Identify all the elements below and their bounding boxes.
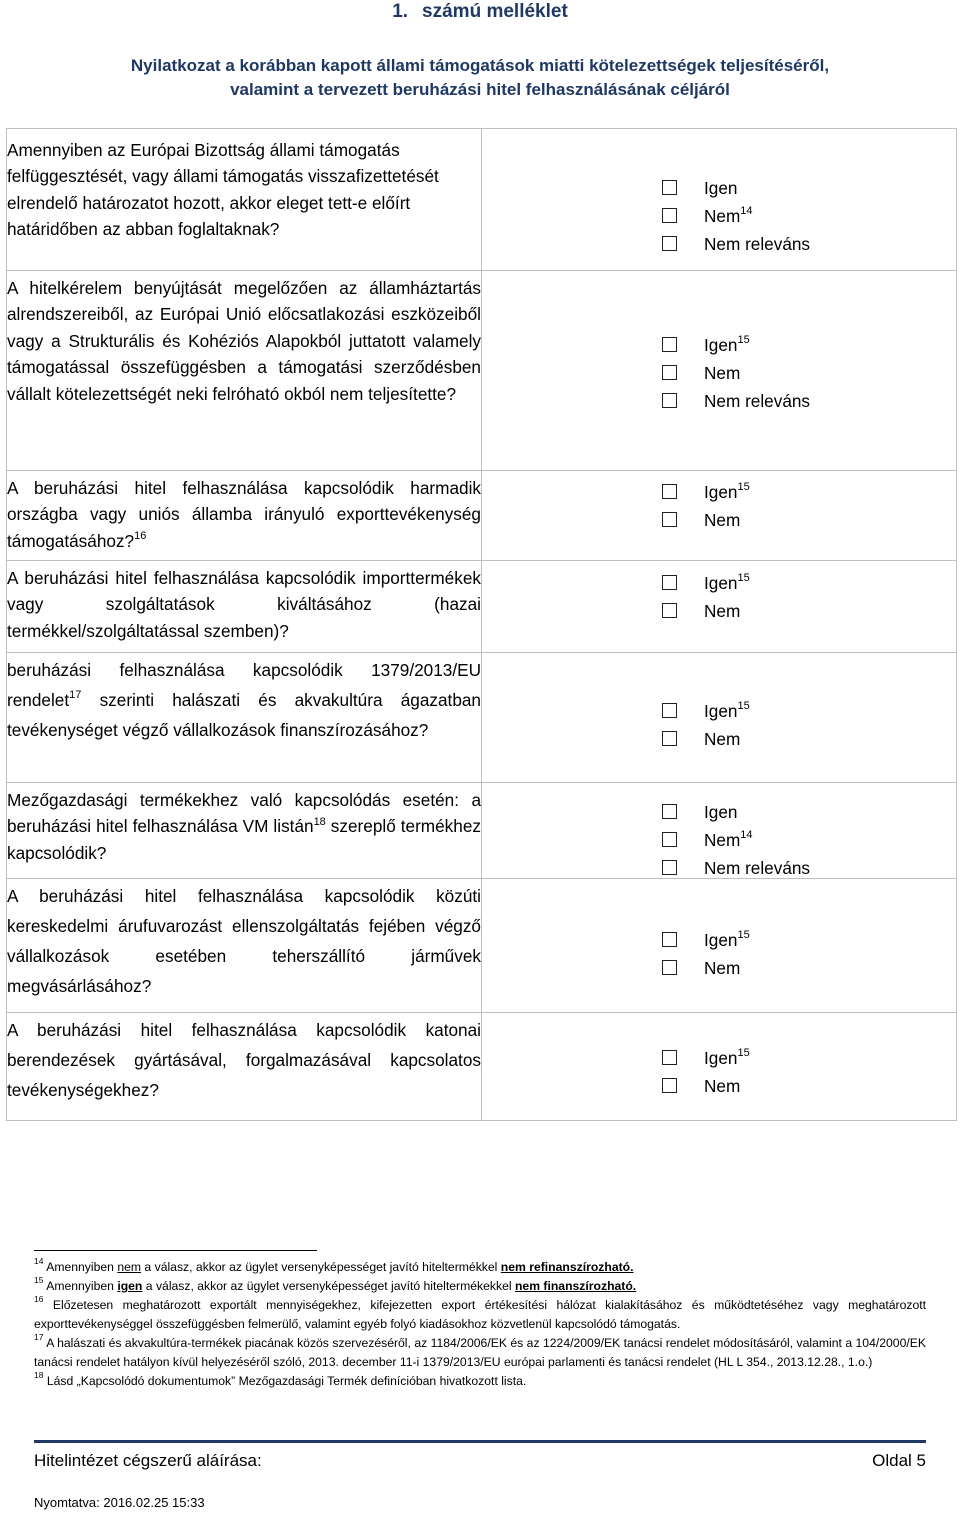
checkbox[interactable]: [662, 365, 677, 380]
footnote-separator: [34, 1250, 317, 1251]
question-text-rest: szerinti halászati és akvakultúra ágazatban tevékenységet végző vállalkozások finanszírozásához?: [7, 690, 481, 740]
checkbox[interactable]: [662, 960, 677, 975]
footnote-ref: 18: [313, 815, 326, 828]
table-row: [7, 561, 957, 653]
option-igen[interactable]: Igen$^{15}$: [704, 697, 750, 725]
answer-group-8: [704, 1044, 750, 1100]
question-text-rest: szereplő termékhez kapcsolódik?: [7, 816, 481, 863]
question-text: Amennyiben az Európai Bizottság állami támogatás felfüggesztését, vagy állami támogatás visszafizettetését elrendelő határozatot hozott, akkor eleget tett-e előírt határidőben az abban foglaltaknak?: [7, 140, 439, 240]
document-title: [0, 54, 960, 102]
checkbox[interactable]: [662, 804, 677, 819]
option-nem-relevans[interactable]: Nem releváns: [704, 387, 810, 415]
option-igen[interactable]: Igen: [704, 174, 810, 202]
question-cell: [7, 471, 482, 561]
question-text: A beruházási hitel felhasználása kapcsolódik katonai berendezések gyártásával, forgalmazásával kapcsolatos tevékenységekhez?: [7, 1020, 481, 1100]
question-cell: [7, 783, 482, 879]
checkbox[interactable]: [662, 1050, 677, 1065]
option-nem[interactable]: Nem: [704, 1072, 750, 1100]
table-row: [7, 783, 957, 879]
checkbox[interactable]: [662, 575, 677, 590]
question-cell: [7, 653, 482, 783]
option-igen[interactable]: Igen$^{15}$: [704, 926, 750, 954]
table-row: [7, 471, 957, 561]
table-row: [7, 653, 957, 783]
annex-heading: [0, 0, 960, 24]
footnote-ref: 16: [134, 530, 147, 543]
question-text-main: beruházási felhasználása kapcsolódik 1379/2013/EU rendelet: [7, 660, 481, 710]
footnotes: [34, 1255, 927, 1391]
footnote-14: $^{14}$ Amennyiben nem a válasz, akkor az ügylet versenyképességet javító hiteltermékkel nem refinanszírozható.: [34, 1255, 634, 1274]
question-text-main: Mezőgazdasági termékekhez való kapcsolódás esetén: a beruházási hitel felhasználása VM listán: [7, 790, 481, 837]
checkbox[interactable]: [662, 860, 677, 875]
option-nem[interactable]: Nem: [704, 954, 750, 982]
checkbox[interactable]: [662, 1078, 677, 1093]
table-row: [7, 879, 957, 1013]
answer-group-5: [704, 697, 750, 753]
option-nem[interactable]: Nem: [704, 725, 750, 753]
annex-label: számú melléklet: [422, 1, 568, 22]
footnote-17: $^{17}$ A halászati és akvakultúra-termékek piacának közös szervezéséről, az 1184/2006/EK és az 1224/2009/EK tanácsi rendelet módosításáról, valamint a 104/2000/EK tanácsi rendelet hatályon kívül helyezéséről szóló, 2013. december 11-i 1379/2013/EU európai parlamenti és tanácsi rendelet (HL L 354., 2013.12.28., 1.o.): [34, 1331, 927, 1369]
question-cell: [7, 129, 482, 271]
checkbox[interactable]: [662, 512, 677, 527]
option-nem-relevans[interactable]: Nem releváns: [704, 230, 810, 258]
signature-label: Hitelintézet cégszerű aláírása:: [34, 1451, 262, 1470]
question-cell: [7, 271, 482, 471]
checkbox[interactable]: [662, 703, 677, 718]
answer-group-6: [704, 798, 810, 882]
option-nem-relevans[interactable]: Nem releváns: [704, 854, 810, 882]
option-igen[interactable]: Igen: [704, 798, 810, 826]
footnote-ref: 17: [69, 689, 82, 702]
question-text: A hitelkérelem benyújtását megelőzően az államháztartás alrendszereiből, az Európai Unió előcsatlakozási eszközeiből vagy a Strukturális és Kohéziós Alapokból juttatott valamely támogatással összefüggésben a támogatási szerződésben vállalt kötelezettségét neki felróható okból nem teljesítette?: [7, 278, 481, 404]
question-text: [7, 475, 481, 554]
option-igen[interactable]: Igen$^{15}$: [704, 478, 750, 506]
table-row: [7, 129, 957, 271]
print-timestamp: Nyomtatva: 2016.02.25 15:33: [34, 1495, 205, 1510]
checkbox[interactable]: [662, 337, 677, 352]
checkbox[interactable]: [662, 208, 677, 223]
checkbox[interactable]: [662, 393, 677, 408]
checkbox[interactable]: [662, 932, 677, 947]
document-title-line-2: valamint a tervezett beruházási hitel felhasználásának céljáról: [230, 80, 730, 99]
question-text: [7, 655, 481, 745]
footnote-15: $^{15}$ Amennyiben igen a válasz, akkor az ügylet versenyképességet javító hiteltermékekkel nem finanszírozható.: [34, 1274, 637, 1293]
footer-rule: [34, 1440, 926, 1443]
question-text: [7, 787, 481, 866]
question-cell: [7, 1013, 482, 1121]
question-text-main: A beruházási hitel felhasználása kapcsolódik harmadik országba vagy uniós államba irányuló exporttevékenység támogatásához?: [7, 478, 481, 551]
checkbox[interactable]: [662, 603, 677, 618]
answer-group-1: [704, 174, 810, 258]
option-igen[interactable]: Igen$^{15}$: [704, 569, 750, 597]
checkbox[interactable]: [662, 484, 677, 499]
table-row: [7, 271, 957, 471]
question-text: A beruházási hitel felhasználása kapcsolódik közúti kereskedelmi árufuvarozást ellenszolgáltatás fejében végző vállalkozások esetében teherszállító járművek megvásárlásához?: [7, 886, 481, 996]
checkbox[interactable]: [662, 180, 677, 195]
question-cell: [7, 879, 482, 1013]
option-igen[interactable]: Igen$^{15}$: [704, 331, 810, 359]
declaration-table: [6, 128, 957, 1121]
annex-number: 1.: [392, 1, 409, 22]
footnote-16: $^{16}$ Előzetesen meghatározott exportált mennyiségekhez, kifejezetten export értékesítési hálózat kialakításához és működtetéséhez vagy meghatározott exporttevékenységgel összefüggésben felmerülő, valamint egyéb folyó kiadásokhoz közvetlenül kapcsolódó támogatás.: [34, 1293, 926, 1331]
footnote-18: $^{18}$ Lásd „Kapcsolódó dokumentumok” Mezőgazdasági Termék definícióban hivatkozott lista.: [34, 1369, 527, 1388]
answer-group-4: [704, 569, 750, 625]
checkbox[interactable]: [662, 832, 677, 847]
table-row: [7, 1013, 957, 1121]
option-nem[interactable]: Nem: [704, 506, 750, 534]
checkbox[interactable]: [662, 236, 677, 251]
question-cell: [7, 561, 482, 653]
answer-group-2: [704, 331, 810, 415]
option-igen[interactable]: Igen$^{15}$: [704, 1044, 750, 1072]
page-number: Oldal 5: [872, 1451, 926, 1470]
option-nem[interactable]: Nem$^{14}$: [704, 826, 810, 854]
option-nem[interactable]: Nem$^{14}$: [704, 202, 810, 230]
document-title-line-1: Nyilatkozat a korábban kapott állami támogatások miatti kötelezettségek teljesítéséről,: [130, 56, 830, 75]
option-nem[interactable]: Nem: [704, 359, 810, 387]
question-text: A beruházási hitel felhasználása kapcsolódik importtermékek vagy szolgáltatások kiváltásához (hazai termékkel/szolgáltatással szemben)?: [7, 568, 481, 641]
answer-group-7: [704, 926, 750, 982]
checkbox[interactable]: [662, 731, 677, 746]
option-nem[interactable]: Nem: [704, 597, 750, 625]
answer-group-3: [704, 478, 750, 534]
